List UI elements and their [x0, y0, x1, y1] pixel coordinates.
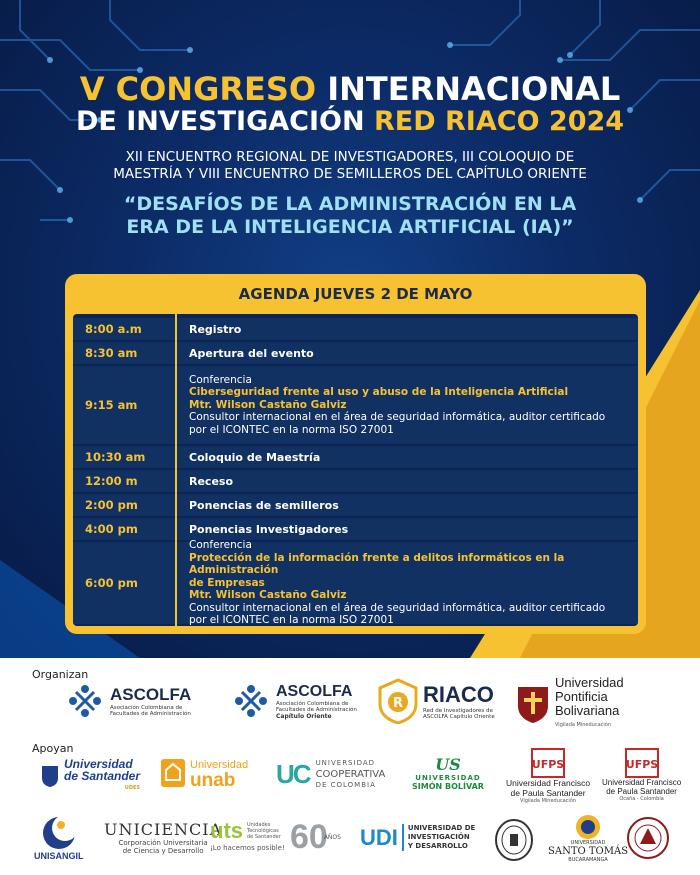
speaker-bio-line2: por el ICONTEC en la norma ISO 27001: [189, 423, 394, 436]
svg-text:US: US: [435, 755, 461, 774]
udes-text: [64, 758, 140, 794]
agenda-activity: Ponencias Investigadores: [189, 522, 349, 536]
conference-label: Conferencia: [189, 373, 252, 386]
seal-logo-red: [626, 814, 670, 862]
upb-logo: [515, 676, 624, 732]
conference-title-cont: de Empresas: [189, 576, 265, 589]
riaco-name: RIACO: [423, 682, 494, 707]
column-divider: [175, 314, 177, 626]
agenda-conference: [183, 374, 638, 437]
ufps-ocana-sub: Ocaña - Colombia: [619, 796, 664, 802]
ascolfa-oriente-text: [276, 683, 357, 720]
unab-building-icon: [160, 758, 186, 788]
agenda-conference: [183, 539, 638, 626]
ufps-mark-text: UFPS: [625, 758, 658, 771]
agenda-time: 10:30 am: [85, 450, 146, 464]
unisangil-logo: [34, 813, 84, 861]
ucc-text: [316, 758, 386, 791]
ascolfa-sub1: Asociación Colombiana de: [110, 705, 183, 711]
unab-line2: unab: [190, 770, 236, 791]
svg-text:R: R: [392, 696, 404, 711]
ucc-line2: COOPERATIVA: [315, 769, 386, 780]
congress-title-line2: [0, 106, 700, 137]
red-seal-icon: [626, 814, 670, 862]
sixty-years-logo: [290, 818, 341, 857]
sixty-word: AÑOS: [323, 834, 341, 841]
usb-line1: UNIVERSIDAD: [415, 774, 481, 782]
ascolfa-chapter: Capítulo Oriente: [276, 712, 332, 720]
agenda-row: [73, 366, 638, 444]
agenda-activity: Registro: [189, 322, 242, 336]
conference-label: Conferencia: [189, 539, 252, 552]
seal-icon: [494, 818, 534, 862]
ufps-mark-text: UFPS: [531, 758, 565, 771]
theme-line2: ERA DE LA INTELIGENCIA ARTIFICIAL (IA)”: [126, 216, 574, 238]
agenda-time: 6:00 pm: [85, 576, 138, 590]
sponsors-section: [0, 658, 700, 875]
university-seal-logo: [494, 818, 534, 862]
agenda-time: 8:30 am: [85, 346, 138, 360]
upb-sub: Vigilada Mineducación: [555, 722, 612, 728]
uniciencia-sub2: de Ciencia y Desarrollo: [122, 847, 204, 855]
agenda-activity: Apertura del evento: [189, 346, 314, 360]
udes-line1: Universidad: [64, 757, 133, 771]
ufps-logo: [506, 748, 590, 804]
subtitle-line1: XII ENCUENTRO REGIONAL DE INVESTIGADORES, III COLOQUIO DE: [125, 149, 575, 165]
agenda-activity: Ponencias de semilleros: [189, 498, 339, 512]
uts-name: uts: [210, 818, 243, 843]
udes-line2: de Santander: [64, 769, 141, 783]
conference-speaker: Mtr. Wilson Castaño Galviz: [189, 589, 347, 602]
agenda-activity: Receso: [189, 474, 234, 488]
agenda-table: [73, 314, 638, 626]
agenda-time: 2:00 pm: [85, 498, 138, 512]
upb-text: [555, 676, 624, 732]
agenda-time: 12:00 m: [85, 474, 138, 488]
ascolfa-sub2: Facultades de Administración: [110, 711, 191, 717]
conference-speaker: Mtr. Wilson Castaño Galviz: [189, 398, 347, 411]
uts-sub: [247, 822, 281, 840]
unab-logo: [160, 758, 249, 791]
organizers-label: Organizan: [32, 668, 89, 681]
udi-line1: UNIVERSIDAD DE: [407, 824, 476, 832]
usb-logo: [412, 752, 484, 791]
agenda-row: [73, 518, 638, 540]
ascolfa-text: [110, 685, 191, 717]
usta-logo: [548, 814, 628, 863]
riaco-shield-icon: [378, 678, 418, 724]
ascolfa-name: ASCOLFA: [276, 682, 353, 700]
unisangil-moon-icon: [39, 813, 79, 851]
ucc-line1: UNIVERSIDAD: [315, 759, 376, 767]
udi-mark: UDI: [360, 824, 398, 850]
agenda-row: [73, 470, 638, 492]
ascolfa-oriente-logo: [232, 682, 357, 720]
congress-title-line1: [0, 70, 700, 108]
ascolfa-emblem-icon: [66, 682, 104, 720]
uts-sub2: Tecnológicas: [247, 828, 279, 834]
agenda-row: [73, 446, 638, 468]
ufps-ocana-line2: de Paula Santander: [606, 787, 677, 796]
speaker-bio-line1: Consultor internacional en el área de seguridad informática, auditor certificado: [189, 411, 606, 424]
upb-line3: Bolivariana: [555, 703, 620, 718]
subtitle-line2: MAESTRÍA Y VIII ENCUENTRO DE SEMILLEROS DEL CAPÍTULO ORIENTE: [113, 166, 587, 182]
uts-tagline: ¡Lo hacemos posible!: [210, 844, 285, 852]
ufps-mark-icon: [625, 748, 659, 778]
ufps-line2: de Paula Santander: [510, 788, 586, 798]
agenda-activity: Coloquio de Maestría: [189, 450, 321, 464]
riaco-sub1: Red de Investigadores de: [423, 708, 493, 714]
ascolfa-emblem-icon: [232, 682, 270, 720]
title-congress: INTERNACIONAL: [327, 70, 621, 108]
uts-sub3: de Santander: [247, 834, 281, 840]
udes-tag: UDES: [124, 785, 141, 791]
ufps-sub: Vigilada Mineducación: [520, 798, 577, 804]
unab-line1: Universidad: [190, 759, 249, 771]
uniciencia-name: UNICIENCIA: [104, 820, 223, 839]
riaco-sub2: ASCOLFA Capítulo Oriente: [423, 714, 495, 720]
ufps-ocana-line1: Universidad Francisco: [602, 778, 682, 787]
agenda-card: [65, 274, 646, 634]
riaco-text: [423, 682, 495, 720]
uniciencia-logo: [104, 820, 222, 855]
title-network: RED RIACO 2024: [373, 106, 625, 137]
udi-line2: INVESTIGACIÓN: [407, 833, 470, 841]
udi-text: [402, 824, 475, 851]
upb-line1: Universidad: [555, 675, 624, 690]
riaco-logo: [378, 678, 495, 724]
speaker-bio-line2: por el ICONTEC en la norma ISO 27001: [189, 614, 394, 626]
udi-line3: Y DESARROLLO: [407, 842, 468, 850]
agenda-row: [73, 539, 638, 626]
agenda-time: 4:00 pm: [85, 522, 138, 536]
uniciencia-sub1: Corporación Universitaria: [118, 839, 208, 847]
usta-line2: SANTO TOMÁS: [548, 846, 629, 857]
unab-text: [190, 758, 249, 791]
ucc-mark: UC: [276, 759, 310, 789]
conference-title: Protección de la información frente a delitos informáticos en la Administración: [189, 551, 565, 577]
udes-crest-icon: [40, 764, 60, 788]
ufps-mark-icon: [531, 748, 565, 778]
usta-crest-icon: [573, 814, 603, 840]
usb-line2: SIMÓN BOLÍVAR: [412, 782, 484, 791]
congress-theme: [0, 193, 700, 239]
usta-line3: BUCARAMANGA: [568, 857, 608, 863]
uts-sub1: Unidades: [247, 822, 271, 828]
speaker-bio-line1: Consultor internacional en el área de seguridad informática, auditor certificado: [189, 601, 606, 614]
udi-logo: [360, 824, 475, 851]
uts-brand: [210, 818, 281, 844]
ufps-ocana-logo: [602, 748, 681, 802]
upb-crest-icon: [515, 684, 551, 724]
ascolfa-sub2: Facultades de Administración: [276, 706, 357, 713]
sixty-number: 60: [290, 818, 328, 856]
supporters-label: Apoyan: [32, 742, 74, 755]
conference-title: Ciberseguridad frente al uso y abuso de la Inteligencia Artificial: [189, 386, 569, 399]
usb-emblem-icon: [423, 752, 473, 774]
agenda-heading: AGENDA JUEVES 2 DE MAYO: [238, 285, 473, 303]
title-research: DE INVESTIGACIÓN: [75, 106, 365, 137]
upb-line2: Pontificia: [555, 689, 608, 704]
event-subtitle: [0, 149, 700, 183]
agenda-time: 9:15 am: [85, 398, 138, 412]
ascolfa-sub1: Asociación Colombiana de: [276, 700, 349, 707]
agenda-row: [73, 342, 638, 364]
agenda-row: [73, 494, 638, 516]
usta-line1: UNIVERSIDAD: [570, 840, 606, 846]
theme-line1: “DESAFÍOS DE LA ADMINISTRACIÓN EN LA: [123, 193, 577, 215]
title-edition: V CONGRESO: [79, 70, 317, 108]
agenda-time: 8:00 a.m: [85, 322, 142, 336]
udes-logo: [40, 758, 140, 794]
agenda-row: [73, 318, 638, 340]
ucc-line3: DE COLOMBIA: [315, 781, 376, 789]
ufps-line1: Universidad Francisco: [506, 778, 591, 788]
unisangil-name: UNISANGIL: [34, 851, 84, 861]
ascolfa-name: ASCOLFA: [110, 685, 192, 704]
ucc-logo: [276, 758, 385, 791]
ascolfa-logo: [66, 682, 191, 720]
uts-logo: [210, 818, 285, 852]
